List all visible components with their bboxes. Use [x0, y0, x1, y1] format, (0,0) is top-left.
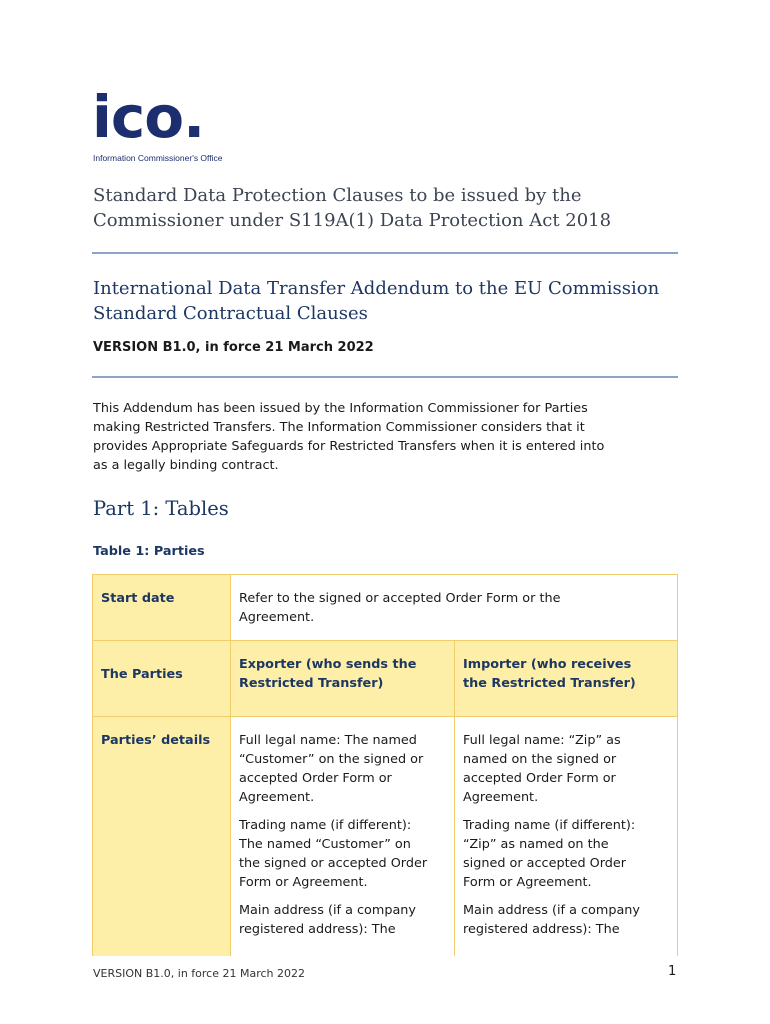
divider — [92, 252, 678, 254]
table-caption: Table 1: Parties — [93, 544, 205, 559]
exporter-legal-name: Full legal name: The named “Customer” on the signed or accepted Order Form or Agreement. — [239, 733, 424, 805]
page-number: 1 — [668, 964, 677, 979]
ico-logo-wordmark: ico. — [92, 83, 205, 151]
ico-logo-subtitle: Information Commissioner's Office — [93, 153, 223, 163]
start-date-value: Refer to the signed or accepted Order Form or the Agreement. — [231, 575, 678, 641]
intro-paragraph: This Addendum has been issued by the Information Commissioner for Parties making Restricted Transfers. The Information Commissioner considers that it provides Appropriate Safeguards for Restricted Transfers when it is entered into as a legally binding contract. — [93, 401, 605, 473]
addendum-title-line: Standard Contractual Clauses — [93, 303, 368, 324]
start-date-label: Start date — [93, 575, 231, 641]
exporter-details — [231, 717, 455, 957]
exporter-trading-name: Trading name (if different): The named “Customer” on the signed or accepted Order Form or Agreement. — [239, 818, 428, 890]
parties-label: The Parties — [93, 641, 231, 717]
importer-trading-name: Trading name (if different): “Zip” as named on the signed or accepted Order Form or Agreement. — [463, 818, 636, 890]
document-title-line: Standard Data Protection Clauses to be issued by the — [93, 185, 582, 206]
ico-logo — [92, 83, 232, 166]
part-heading: Part 1: Tables — [93, 497, 229, 520]
parties-table — [92, 574, 678, 956]
addendum-title — [93, 276, 659, 326]
parties-details-label: Parties’ details — [93, 717, 231, 957]
table-row — [93, 717, 678, 957]
importer-details — [455, 717, 678, 957]
table-row — [93, 575, 678, 641]
exporter-header: Exporter (who sends the Restricted Transfer) — [231, 641, 455, 717]
importer-legal-name: Full legal name: “Zip” as named on the signed or accepted Order Form or Agreement. — [463, 733, 621, 805]
document-title-line: Commissioner under S119A(1) Data Protection Act 2018 — [93, 210, 612, 231]
addendum-title-line: International Data Transfer Addendum to the EU Commission — [93, 278, 660, 299]
importer-header: Importer (who receives the Restricted Transfer) — [455, 641, 678, 717]
exporter-main-address: Main address (if a company registered address): The — [239, 903, 416, 937]
importer-main-address: Main address (if a company registered address): The — [463, 903, 640, 937]
version-line: VERSION B1.0, in force 21 March 2022 — [93, 340, 374, 355]
divider — [92, 376, 678, 378]
table-row — [93, 641, 678, 717]
document-title — [93, 183, 611, 233]
footer-version: VERSION B1.0, in force 21 March 2022 — [93, 967, 305, 980]
